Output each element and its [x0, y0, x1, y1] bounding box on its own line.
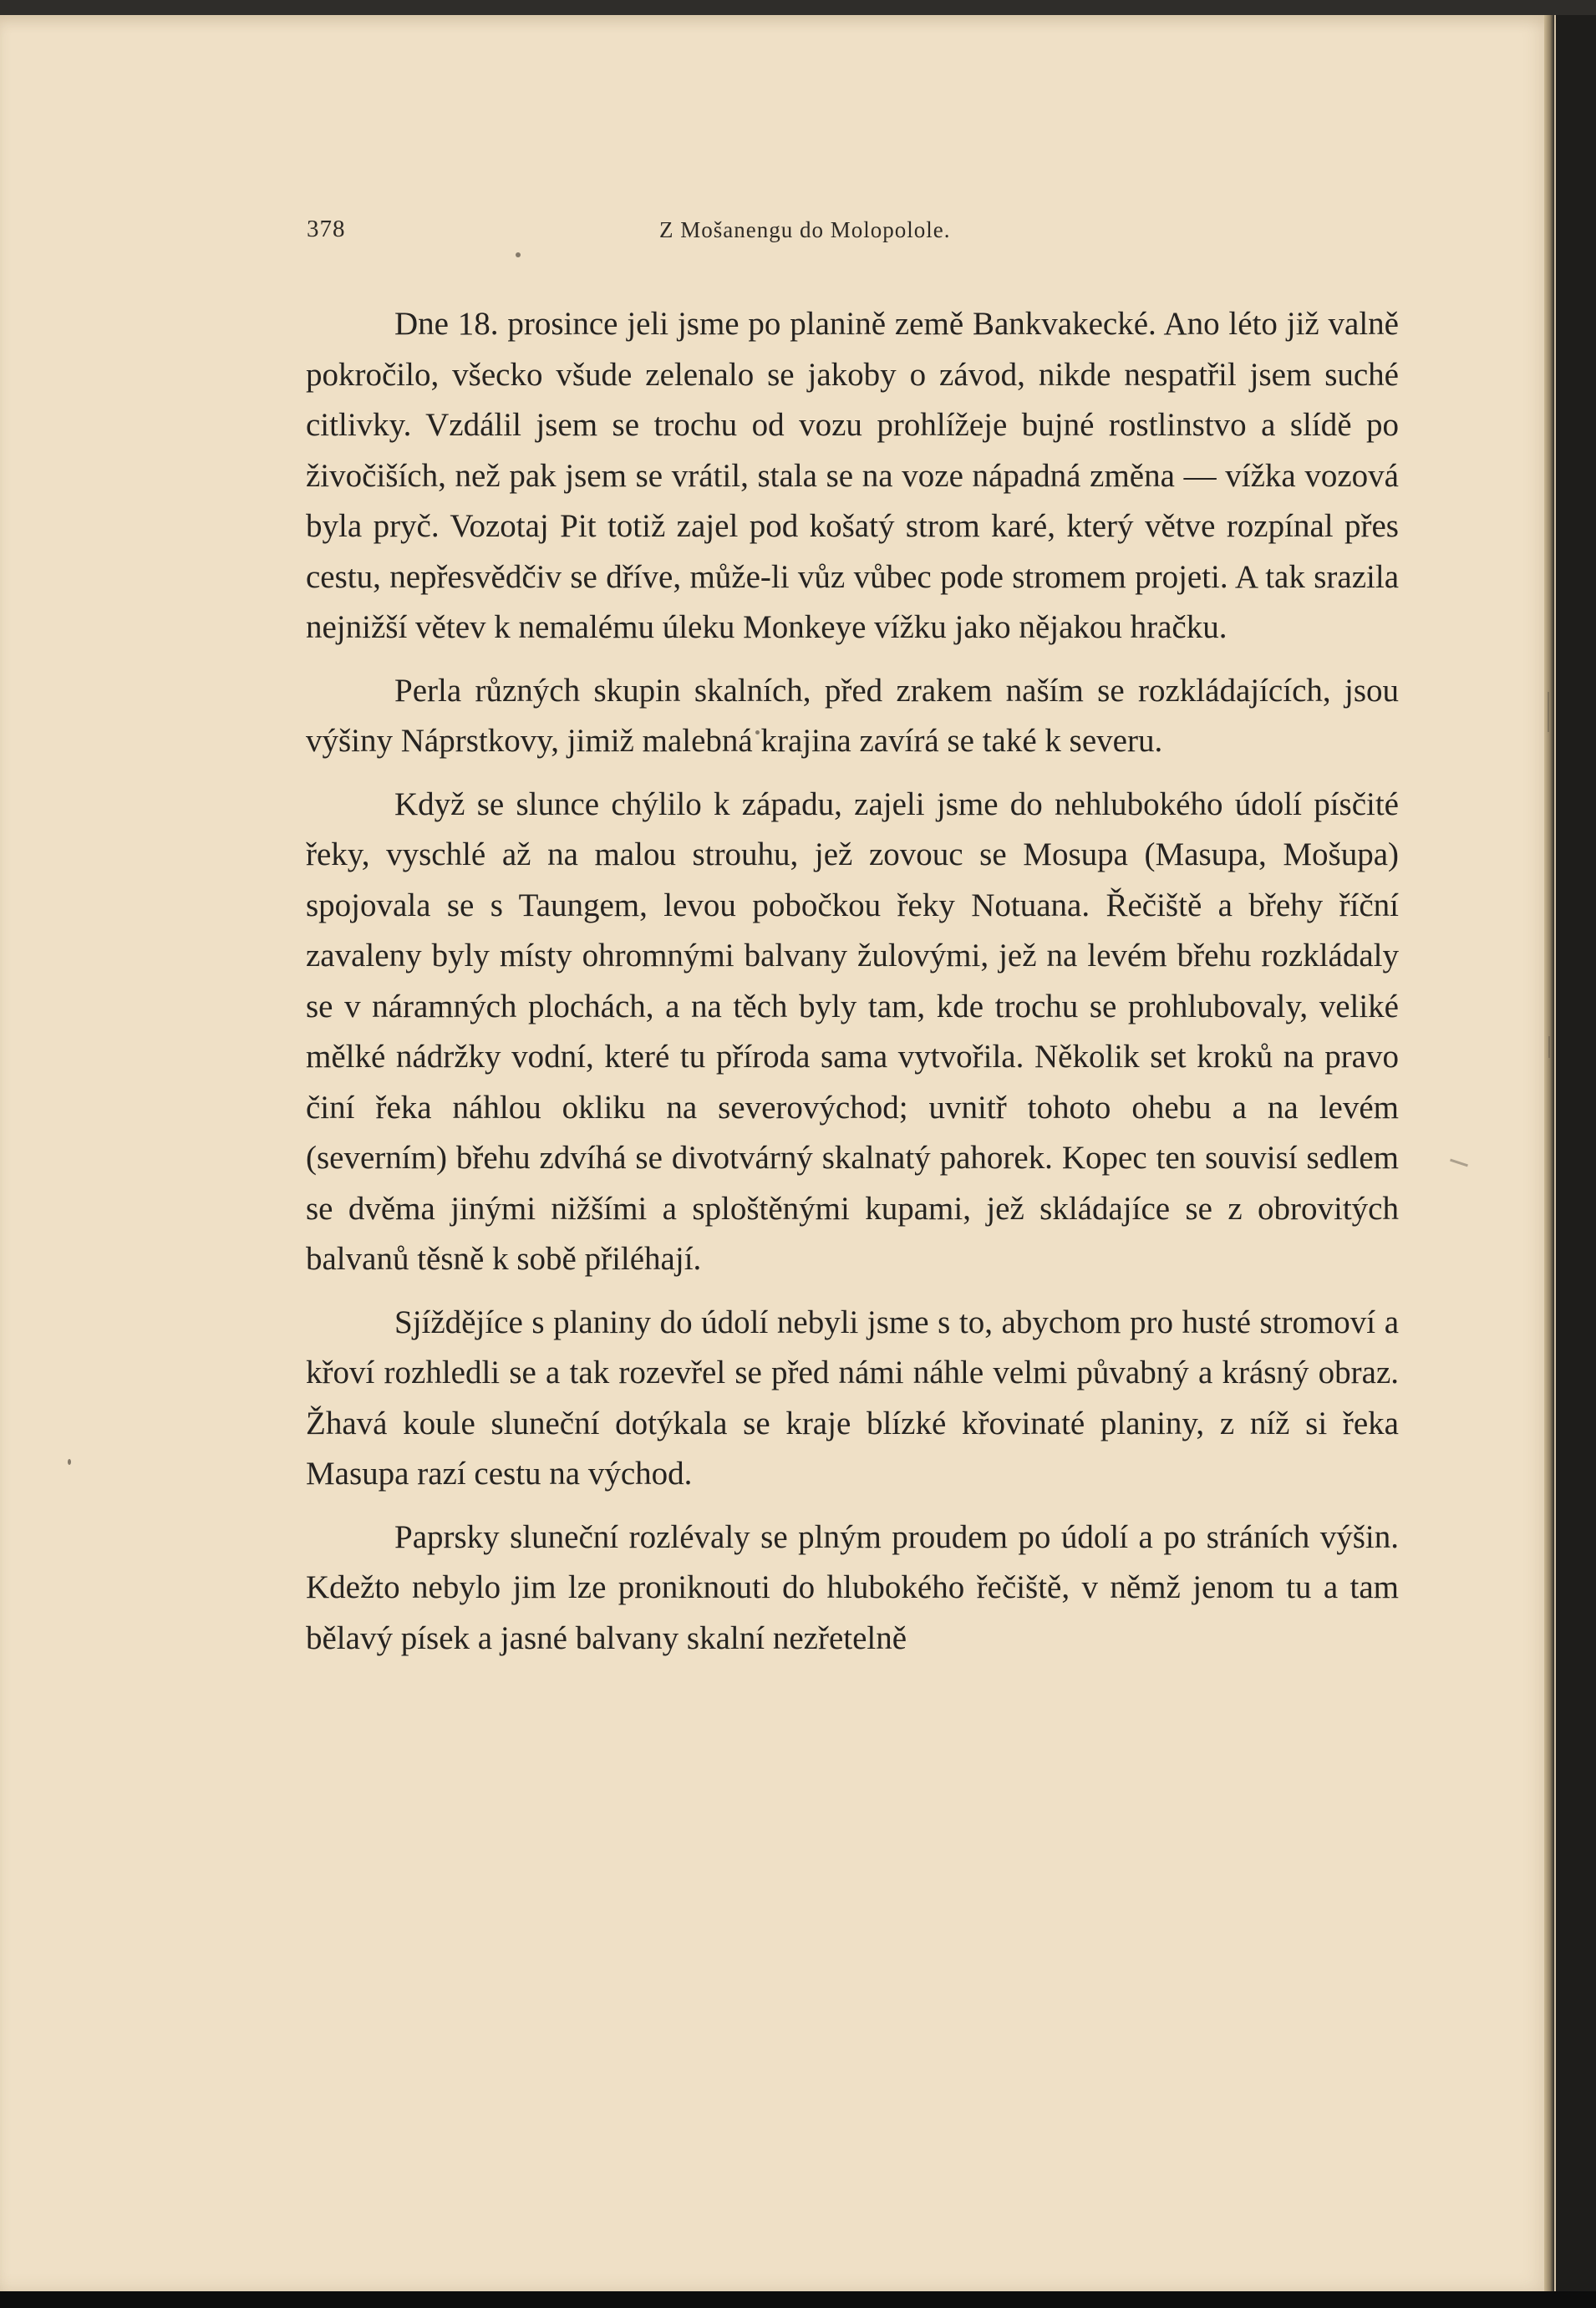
- paragraph: Paprsky sluneční rozlévaly se plným proudem po údolí a po stráních výšin. Kdežto nebylo jim lze proniknouti do hlubokého řečiště, v němž jenom tu a tam bělavý písek a jasné balvany skalní nezřetelně: [306, 1518, 1399, 1656]
- scan-mark: [1548, 1036, 1550, 1058]
- top-scan-edge: [0, 0, 1596, 15]
- page-header: [307, 216, 1397, 249]
- scan-mark: [1548, 692, 1549, 732]
- running-head: Z Mošanengu do Molopolole.: [659, 217, 951, 242]
- ink-speck: [516, 252, 521, 257]
- paragraph: Když se slunce chýlilo k západu, zajeli jsme do nehlubokého údolí písčité řeky, vyschlé až na malou strouhu, jež zovouc se Mosupa (Masupa, Mošupa) spojovala se s Taungem, levou pobočkou řeky Notuana. Řečiště a břehy říční zavaleny byly místy ohromnými balvany žulovými, jež na levém břehu rozkládaly se v náramných plochách, a na těch byly tam, kde trochu se prohlubovaly, veliké mělké nádržky vodní, které tu příroda sama vytvořila. Několik set kroků na pravo činí řeka náhlou okliku na severovýchod; uvnitř tohoto ohebu a na levém (severním) břehu zdvíhá se divotvárný skalnatý pahorek. Kopec ten souvisí sedlem se dvěma jinými nižšími a sploštěnými kupami, jež skládajíce se z obrovitých balvanů těsně k sobě přiléhají.: [306, 785, 1399, 1277]
- bottom-scan-edge: [0, 2291, 1596, 2308]
- paragraph: Dne 18. prosince jeli jsme po planině země Bankvakecké. Ano léto již valně pokročilo, všecko všude zelenalo se jakoby o závod, nikde nespatřil jsem suché citlivky. Vzdálil jsem se trochu od vozu prohlížeje bujné rostlinstvo a slídě po živočiších, než pak jsem se vrátil, stala se na voze nápadná změna — vížka vozová byla pryč. Vozotaj Pit totiž zajel pod košatý strom karé, který větve rozpínal přes cestu, nepřesvědčiv se dříve, může-li vůz vůbec pode stromem projeti. A tak srazila nejnižší větev k nemalému úleku Monkeye vížku jako nějakou hračku.: [306, 306, 1399, 645]
- paragraph: Sjíždějíce s planiny do údolí nebyli jsme s to, abychom pro husté stromoví a křoví rozhledli se a tak rozevřel se před námi náhle velmi půvabný a krásný obraz. Žhavá koule sluneční dotýkala se kraje blízké křovinaté planiny, z níž si řeka Masupa razí cestu na východ.: [306, 1304, 1399, 1492]
- page-binding-edge: [1544, 15, 1554, 2291]
- page-number: 378: [307, 216, 346, 242]
- main-text: [306, 299, 1399, 1676]
- ink-speck: [68, 1459, 71, 1465]
- paragraph: Perla různých skupin skalních, před zrakem naším se rozkládajících, jsou výšiny Náprstkovy, jimiž malebná krajina zavírá se také k severu.: [306, 672, 1399, 759]
